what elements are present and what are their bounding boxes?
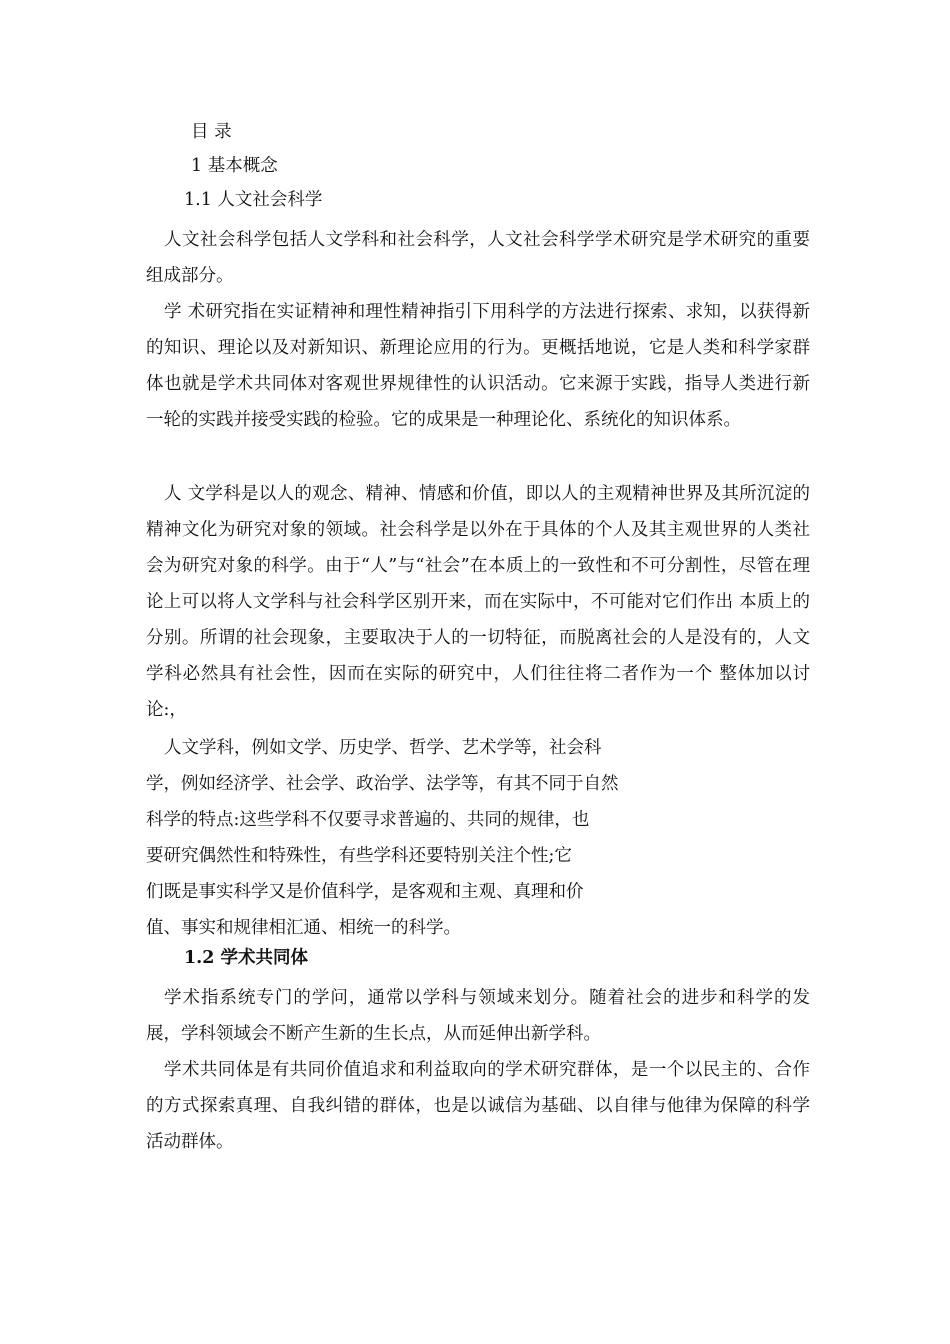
narrow-line: 科学的特点:这些学科不仅要寻求普遍的、共同的规律，也 (146, 810, 590, 830)
narrow-line: 学，例如经济学、社会学、政治学、法学等，有其不同于自然 (146, 774, 619, 794)
paragraph-5: 学术共同体是有共同价值追求和利益取向的学术研究群体，是一个以民主的、合作的方式探索真理、自我纠错的群体，也是以诚信为基础、以自律与他律为保障的科学活动群体。 (146, 1060, 810, 1152)
heading-1-2: 1.2 学术共同体 (184, 948, 309, 968)
heading-1: 1 基本概念 (191, 156, 278, 176)
paragraph-4: 学术指系统专门的学问，通常以学科与领域来划分。随着社会的进步和科学的发展，学科领域会不断产生新的生长点，从而延伸出新学科。 (146, 988, 810, 1044)
narrow-line: 值、事实和规律相汇通、相统一的科学。 (146, 918, 461, 938)
narrow-paragraph (146, 730, 666, 946)
paragraph-2: 学 术研究指在实证精神和理性精神指引下用科学的方法进行探索、求知，以获得新的知识、理论以及对新知识、新理论应用的行为。更概括地说，它是人类和科学家群 体也就是学术共同体对客观世界规律性的认识活动。它来源于实践，指导人类进行新一轮的实践并接受实践的检验。它的成果是一种理论化、系统化的知识体系。 (146, 302, 810, 430)
paragraph-3: 人 文学科是以人的观念、精神、情感和价值，即以人的主观精神世界及其所沉淀的精神文化为研究对象的领域。社会科学是以外在于具体的个人及其主观世界的人类社 会为研究对象的科学。由于“人”与“社会”在本质上的一致性和不可分割性，尽管在理论上可以将人文学科与社会科学区别开来，而在实际中，不可能对它们作出 本质上的分别。所谓的社会现象，主要取决于人的一切特征，而脱离社会的人是没有的，人文学科必然具有社会性，因而在实际的研究中，人们往往将二者作为一个 整体加以讨论:， (146, 484, 810, 720)
toc-title: 目 录 (191, 122, 232, 142)
narrow-line: 人文学科，例如文学、历史学、哲学、艺术学等，社会科 (164, 738, 602, 758)
heading-1-1: 1.1 人文社会科学 (184, 190, 323, 210)
narrow-line: 要研究偶然性和特殊性，有些学科还要特别关注个性;它 (146, 846, 572, 866)
narrow-line: 们既是事实科学又是价值科学，是客观和主观、真理和价 (146, 882, 584, 902)
paragraph-1: 人文社会科学包括人文学科和社会科学，人文社会科学学术研究是学术研究的重要组成部分。 (146, 230, 810, 286)
